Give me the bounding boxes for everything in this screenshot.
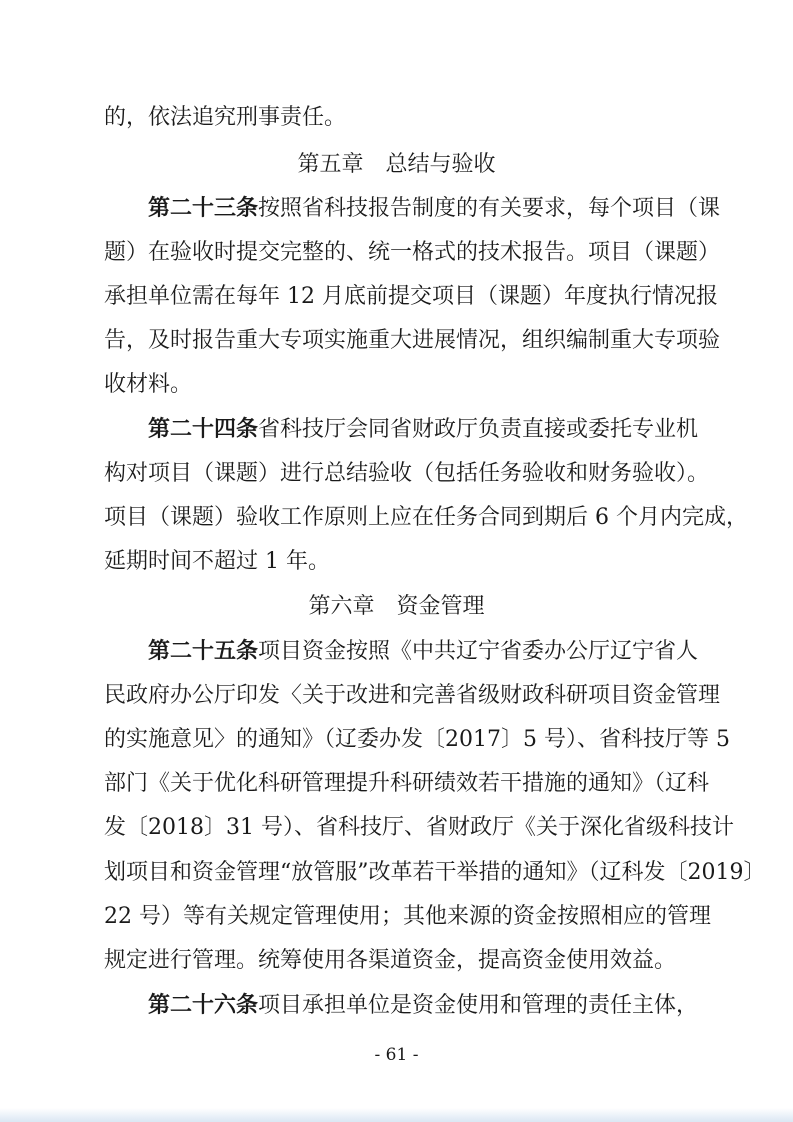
paragraph-line: 民政府办公厅印发〈关于改进和完善省级财政科研项目资金管理 bbox=[104, 683, 721, 708]
chapter-heading: 第五章 总结与验收 bbox=[297, 152, 496, 177]
paragraph-line: 项目（课题）验收工作原则上应在任务合同到期后 6 个月内完成， bbox=[104, 505, 748, 530]
paragraph-line bbox=[148, 194, 721, 224]
paragraph-line bbox=[148, 991, 699, 1021]
paragraph-line: 发〔2018〕31 号）、省科技厅、省财政厅《关于深化省级科技计 bbox=[104, 815, 734, 840]
article-number: 第二十六条 bbox=[148, 993, 259, 1018]
paragraph-line: 延期时间不超过 1 年。 bbox=[104, 549, 330, 574]
paragraph-line: 规定进行管理。统筹使用各渠道资金，提高资金使用效益。 bbox=[104, 948, 677, 973]
paragraph-line: 构对项目（课题）进行总结验收（包括任务验收和财务验收）。 bbox=[104, 461, 710, 486]
paragraph-line bbox=[104, 238, 721, 268]
paragraph-line: 划项目和资金管理“放管服”改革若干举措的通知》（辽科发〔2019〕 bbox=[104, 860, 766, 885]
paragraph-line bbox=[148, 637, 699, 667]
paragraph-line: 22 号）等有关规定管理使用；其他来源的资金按照相应的管理 bbox=[104, 904, 711, 929]
article-number: 第二十五条 bbox=[148, 639, 259, 664]
paragraph-line: 承担单位需在每年 12 月底前提交项目（课题）年度执行情况报 bbox=[104, 284, 718, 309]
article-text: 项目资金按照《中共辽宁省委办公厅辽宁省人 bbox=[258, 639, 699, 664]
paragraph-line: 部门《关于优化科研管理提升科研绩效若干措施的通知》（辽科 bbox=[104, 771, 710, 796]
article-text: 按照省科技报告制度的有关要求，每个项目（课 bbox=[258, 196, 721, 221]
article-number: 第二十四条 bbox=[148, 417, 259, 442]
paragraph-line: 收材料。 bbox=[104, 372, 193, 397]
article-text: 题） bbox=[104, 240, 149, 265]
paragraph-line: 的，依法追究刑事责任。 bbox=[104, 105, 347, 130]
article-text: 省科技厅会同省财政厅负责直接或委托专业机 bbox=[258, 417, 699, 442]
paragraph-line: 告，及时报告重大专项实施重大进展情况，组织编制重大专项验 bbox=[104, 328, 721, 353]
chapter-heading: 第六章 资金管理 bbox=[308, 594, 485, 619]
paragraph-line bbox=[148, 415, 699, 445]
paragraph-line: 的实施意见〉的通知》（辽委办发〔2017〕5 号）、省科技厅等 5 bbox=[104, 727, 730, 752]
article-text: 项目承担单位是资金使用和管理的责任主体， bbox=[258, 993, 699, 1018]
article-text: 在验收时提交完整的、统一格式的技术报告。项目（课题） bbox=[148, 240, 721, 265]
page-number: - 61 - bbox=[374, 1045, 419, 1065]
scan-edge bbox=[0, 1108, 793, 1122]
article-number: 第二十三条 bbox=[148, 196, 259, 221]
